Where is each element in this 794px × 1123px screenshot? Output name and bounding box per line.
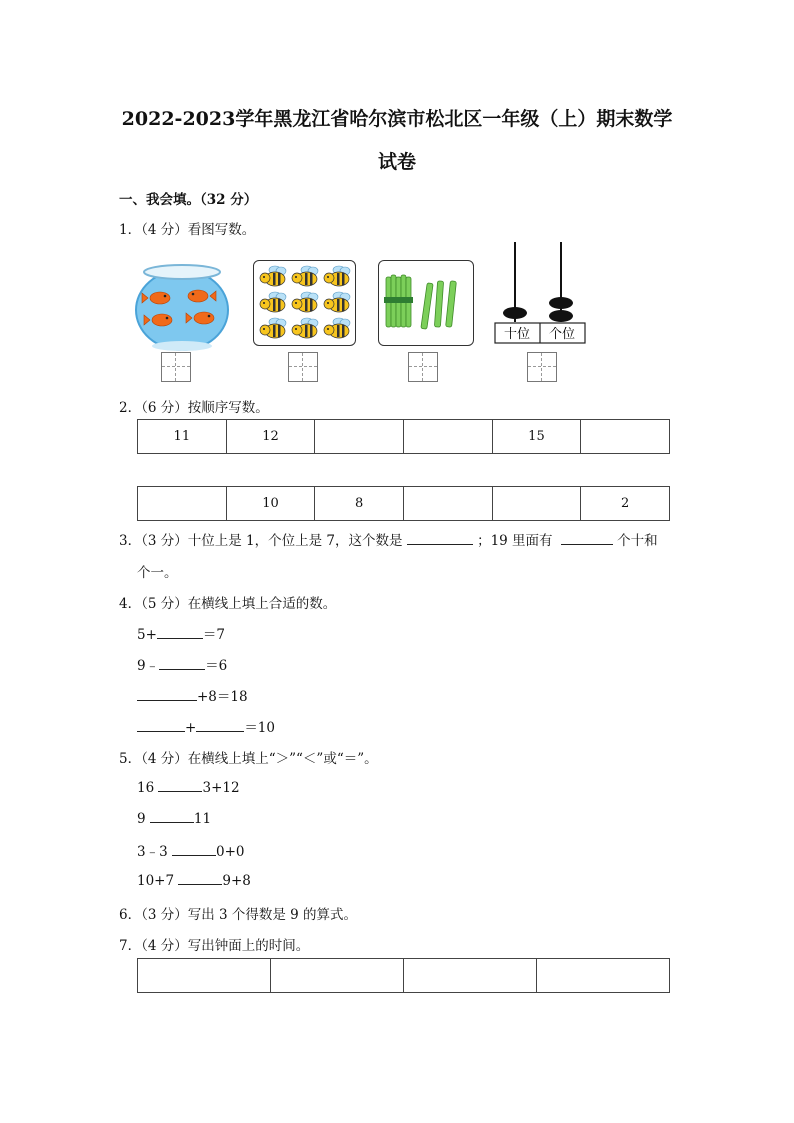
seq-cell[interactable]: 10 (226, 487, 315, 521)
clock-answer-cell[interactable] (271, 959, 404, 993)
bee (292, 318, 318, 338)
q1-prompt: 1．（4 分）看图写数。 (119, 222, 256, 238)
sequence-table-1 (137, 419, 670, 454)
q5-cmp4 (137, 871, 251, 889)
bee (324, 318, 350, 338)
bee (324, 292, 350, 312)
eq-text: ＝7 (202, 627, 225, 643)
answer-blank[interactable] (561, 531, 613, 545)
seq-cell[interactable] (403, 420, 492, 454)
abacus-label-ones: 个位 (548, 327, 576, 342)
cmp-text: 11 (193, 811, 212, 827)
bee (324, 266, 350, 286)
cmp-text: 16 (137, 780, 155, 796)
seq-cell[interactable]: 15 (492, 420, 581, 454)
q3-text-b: ；19 里面有 (477, 533, 553, 549)
eq-text: 9﹣ (137, 658, 160, 674)
fishbowl-icon (134, 260, 230, 352)
q3-text-a: 3．（3 分）十位上是 1，个位上是 7，这个数是 (119, 533, 403, 549)
q4-eq3 (137, 685, 248, 705)
seq-cell[interactable]: 11 (138, 420, 227, 454)
q7-prompt: 7．（4 分）写出钟面上的时间。 (119, 938, 310, 954)
cmp-text: 3﹣3 (137, 844, 168, 860)
q3-line2: 个一。 (137, 565, 178, 581)
answer-grid[interactable] (527, 352, 557, 382)
answer-grid[interactable] (288, 352, 318, 382)
eq-text: 5+ (137, 627, 157, 643)
answer-blank[interactable] (178, 871, 222, 885)
answer-blank[interactable] (407, 531, 473, 545)
q4-prompt: 4．（5 分）在横线上填上合适的数。 (119, 596, 337, 612)
seq-cell[interactable]: 2 (581, 487, 670, 521)
seq-cell[interactable] (581, 420, 670, 454)
bee (260, 318, 286, 338)
cmp-text: 0+0 (215, 844, 245, 860)
eq-text: ＝10 (244, 720, 275, 736)
answer-blank[interactable] (157, 625, 203, 639)
clock-answer-cell[interactable] (138, 959, 271, 993)
eq-text: +8＝18 (197, 689, 248, 705)
answer-blank[interactable] (158, 778, 202, 792)
bee (260, 266, 286, 286)
seq-cell[interactable]: 8 (315, 487, 404, 521)
abacus-label-tens: 十位 (503, 327, 531, 342)
q4-eq2 (137, 654, 227, 674)
bee (260, 292, 286, 312)
answer-blank[interactable] (137, 718, 185, 732)
answer-blank[interactable] (159, 656, 205, 670)
q5-cmp2 (137, 809, 211, 827)
q4-eq1 (137, 623, 225, 643)
cmp-text: 3+12 (202, 780, 240, 796)
answer-blank[interactable] (137, 687, 197, 701)
q6-prompt: 6．（3 分）写出 3 个得数是 9 的算式。 (119, 907, 358, 923)
q2-prompt: 2．（6 分）按顺序写数。 (119, 400, 269, 416)
seq-cell[interactable] (492, 487, 581, 521)
cmp-text: 9 (137, 811, 146, 827)
bee (292, 292, 318, 312)
clock-answer-cell[interactable] (537, 959, 670, 993)
bee (292, 266, 318, 286)
sequence-table-2 (137, 486, 670, 521)
clock-answer-table (137, 958, 670, 993)
q5-cmp1 (137, 778, 240, 796)
answer-blank[interactable] (196, 718, 244, 732)
seq-cell[interactable] (403, 487, 492, 521)
q3-text-c: 个十和 (617, 533, 658, 549)
seq-cell[interactable] (138, 487, 227, 521)
answer-blank[interactable] (150, 809, 194, 823)
answer-grid[interactable] (408, 352, 438, 382)
seq-cell[interactable] (315, 420, 404, 454)
q5-cmp3 (137, 840, 244, 860)
answer-grid[interactable] (161, 352, 191, 382)
eq-text: + (185, 720, 197, 736)
seq-cell[interactable]: 12 (226, 420, 315, 454)
q3-line1 (119, 529, 658, 549)
clock-answer-cell[interactable] (404, 959, 537, 993)
page-title: 2022-2023学年黑龙江省哈尔滨市松北区一年级（上）期末数学 (121, 108, 673, 130)
page-title-line2: 试卷 (377, 151, 416, 173)
stick-bundle-icon (381, 263, 471, 343)
section-heading: 一、我会填。（32 分） (119, 192, 258, 208)
answer-blank[interactable] (172, 842, 216, 856)
q4-eq4 (137, 716, 275, 736)
bee-icon (256, 263, 352, 343)
cmp-text: 9+8 (222, 873, 251, 889)
eq-text: ＝6 (205, 658, 228, 674)
abacus-icon (493, 240, 589, 346)
cmp-text: 10+7 (137, 873, 175, 889)
q5-prompt: 5．（4 分）在横线上填上“＞”“＜”或“＝”。 (119, 751, 378, 767)
